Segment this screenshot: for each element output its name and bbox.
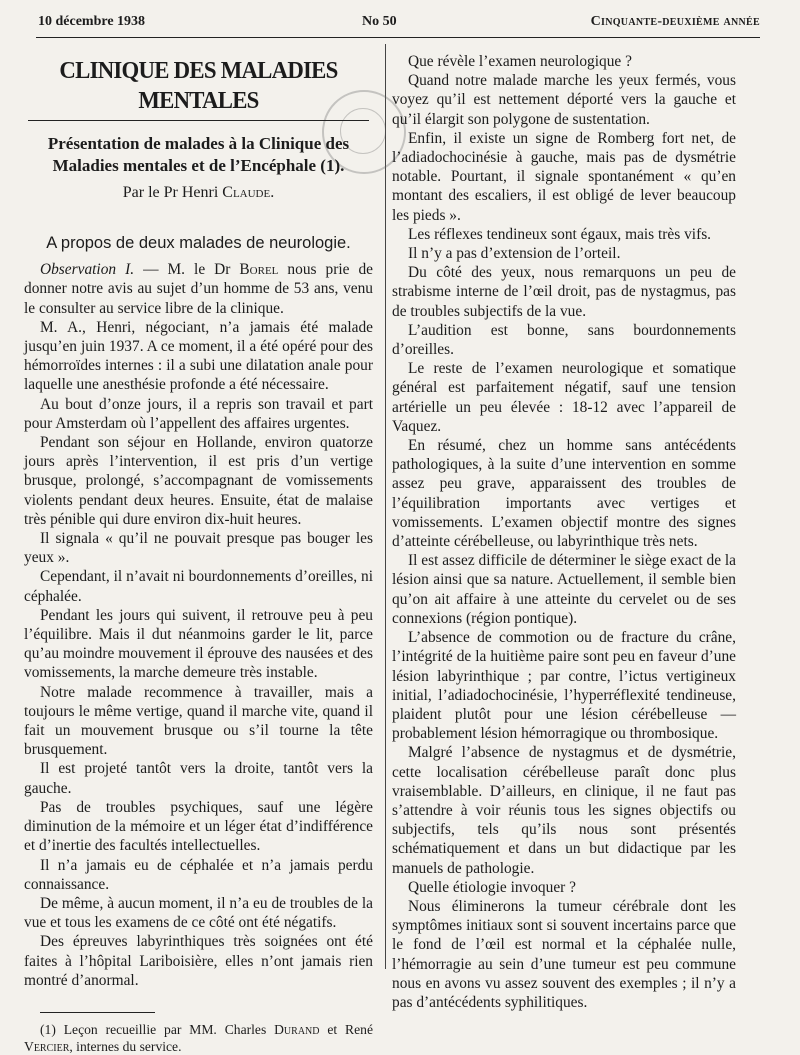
paragraph: Cependant, il n’avait ni bourdonnements d’oreilles, ni céphalée.	[24, 568, 373, 605]
header-year: Cinquante-deuxième année	[590, 14, 760, 29]
observation-sep: — M. le Dr	[134, 261, 240, 279]
observation-name: Borel	[239, 261, 279, 279]
left-column	[24, 52, 373, 1055]
paragraph: Pendant son séjour en Hollande, environ quatorze jours après l’intervention, il est pris d’un vertige brusque, prolongé, s’accompagnant de vomissements violents pendant deux heures. Ensuite, état de malaise très pénible qui dure environ dix-huit heures.	[24, 434, 373, 528]
paragraph: En résumé, chez un homme sans antécédents pathologiques, à la suite d’une intervention en somme assez peu grave, apparaissent des troubles de l’équilibration importants avec vertiges et vomissements. L’examen objectif montre des signes d’atteinte cérébelleuse, ou labyrinthique très nets.	[392, 437, 736, 551]
paragraph: De même, à aucun moment, il n’a eu de troubles de la vue et tous les examens de ce côté ont été négatifs.	[24, 894, 373, 932]
footnote-name: Durand	[274, 1021, 320, 1037]
paragraph: Il n’a jamais eu de céphalée et n’a jamais perdu connaissance.	[24, 856, 373, 893]
right-column	[392, 52, 736, 1012]
paragraph: Le reste de l’examen neurologique et somatique général est parfaitement négatif, sauf une tension artérielle un peu élevée : 18-12 avec l’appareil de Vaquez.	[392, 360, 736, 435]
footnote-text: (1) Leçon recueillie par MM. Charles	[40, 1021, 275, 1037]
paragraph: Les réflexes tendineux sont égaux, mais très vifs.	[408, 225, 712, 243]
paragraph: Quelle étiologie invoquer ?	[408, 878, 576, 896]
paragraph: Des épreuves labyrinthiques très soignées ont été faites à l’hôpital Lariboisière, elles n’ont jamais rien montré d’anormal.	[24, 933, 373, 989]
paragraph: Pas de troubles psychiques, sauf une légère diminution de la mémoire et un léger état d’indifférence et d’inertie des facultés intellectuelles.	[24, 798, 373, 855]
title-divider	[28, 120, 369, 121]
paragraph: Que révèle l’examen neurologique ?	[408, 53, 632, 70]
footnote-name: Vercier	[24, 1038, 70, 1054]
section-heading: A propos de deux malades de neurologie.	[46, 234, 351, 253]
paragraph: Du côté des yeux, nous remarquons un peu de strabisme interne de l’œil droit, pas de nystagmus, pas de troubles subjectifs de la vue.	[392, 264, 736, 320]
paragraph: Malgré l’absence de nystagmus et de dysmétrie, cette localisation cérébelleuse paraît donc plus vraisemblable. D’ailleurs, en clinique, il ne faut pas s’attendre à voir réunis tous les signes objectifs ou subjectifs, tels qu’ils nous sont présentés schématiquement et dans un but didactique par les manuels de pathologie.	[392, 744, 736, 877]
paragraph: Au bout d’onze jours, il a repris son travail et part pour Amsterdam où l’appellent des affaires urgentes.	[24, 395, 373, 432]
header-date: 10 décembre 1938	[38, 14, 146, 29]
paragraph: Il signala « qu’il ne pouvait presque pas bouger les yeux ».	[24, 530, 373, 567]
footnote-text: et René	[319, 1021, 373, 1037]
footnote	[24, 1021, 373, 1055]
paragraph: M. A., Henri, négociant, n’a jamais été malade jusqu’en juin 1937. A ce moment, il a été opéré pour des hémorroïdes internes : il a subi une dilatation anale pour laquelle une anesthésie profonde a été nécessaire.	[24, 318, 373, 394]
observation-paragraph	[24, 260, 373, 318]
byline-author: Claude.	[222, 184, 275, 201]
observation-label: Observation I.	[40, 261, 135, 279]
observation-text: nous prie de donner notre avis au sujet d’un homme de 53 ans, venu le consulter au service libre de la clinique.	[24, 261, 373, 317]
paragraph: Quand notre malade marche les yeux fermés, vous voyez qu’il est nettement déporté vers la gauche et qu’il élargit son polygone de sustentation.	[392, 72, 736, 128]
paragraph: Il est projeté tantôt vers la droite, tantôt vers la gauche.	[24, 760, 373, 797]
paragraph: Notre malade recommence à travailler, mais a toujours le même vertige, quand il marche vite, quand il fait un mouvement brusque ou s’il tourne la tête brusquement.	[24, 683, 373, 759]
paragraph: Il est assez difficile de déterminer le siège exact de la lésion ainsi que sa nature. Actuellement, il semble bien qu’on ait affaire à une atteinte du cervelet ou de ses connexions (région pontique).	[392, 552, 736, 627]
footnote-text: , internes du service.	[69, 1038, 182, 1054]
article-subtitle: Présentation de malades à la Clinique des Maladies mentales et de l’Encéphale (1).	[47, 134, 350, 175]
page-title: CLINIQUE DES MALADIES MENTALES	[59, 57, 338, 114]
paragraph: Pendant les jours qui suivent, il retrouve peu à peu l’équilibre. Mais il dut néanmoins garder le lit, parce qu’au moindre mouvement il éprouve des nausées et des vomissements, la marche demeure très instable.	[24, 606, 373, 682]
header-divider	[36, 37, 760, 38]
paragraph: Il n’y a pas d’extension de l’orteil.	[408, 245, 621, 263]
column-divider	[385, 44, 386, 969]
article-byline	[24, 183, 373, 202]
footnote-divider	[40, 1012, 155, 1013]
paragraph: Enfin, il existe un signe de Romberg fort net, de l’adiadochocinésie à gauche, mais pas de dysmétrie notable. Pourtant, il signale spontanément « qu’en montant des escaliers, il est obligé de lever beaucoup les pieds ».	[392, 129, 736, 224]
page-header	[38, 14, 760, 36]
paragraph: L’absence de commotion ou de fracture du crâne, l’intégrité de la huitième paire sont peu en faveur d’une lésion labyrinthique ; par contre, l’ictus vertigineux initial, l’adiadochocinésie, l’hyperréflexité tendineuse, plaident plutôt pour une lésion cérébelleuse — probablement lésion hémorragique ou thrombosique.	[392, 629, 736, 743]
paragraph: Nous éliminerons la tumeur cérébrale dont les symptômes initiaux sont si souvent incertains parce que le fond de l’œil est normal et la céphalée nulle, l’hémorragie au sein d’une tumeur est peu commune nous en avons vu assez souvent des exemples ; il n’y a pas d’antécédents syphilitiques.	[392, 897, 736, 1011]
header-issue: No 50	[362, 14, 397, 29]
byline-prefix: Par le Pr Henri	[122, 184, 219, 201]
paragraph: L’audition est bonne, sans bourdonnements d’oreilles.	[392, 321, 736, 359]
